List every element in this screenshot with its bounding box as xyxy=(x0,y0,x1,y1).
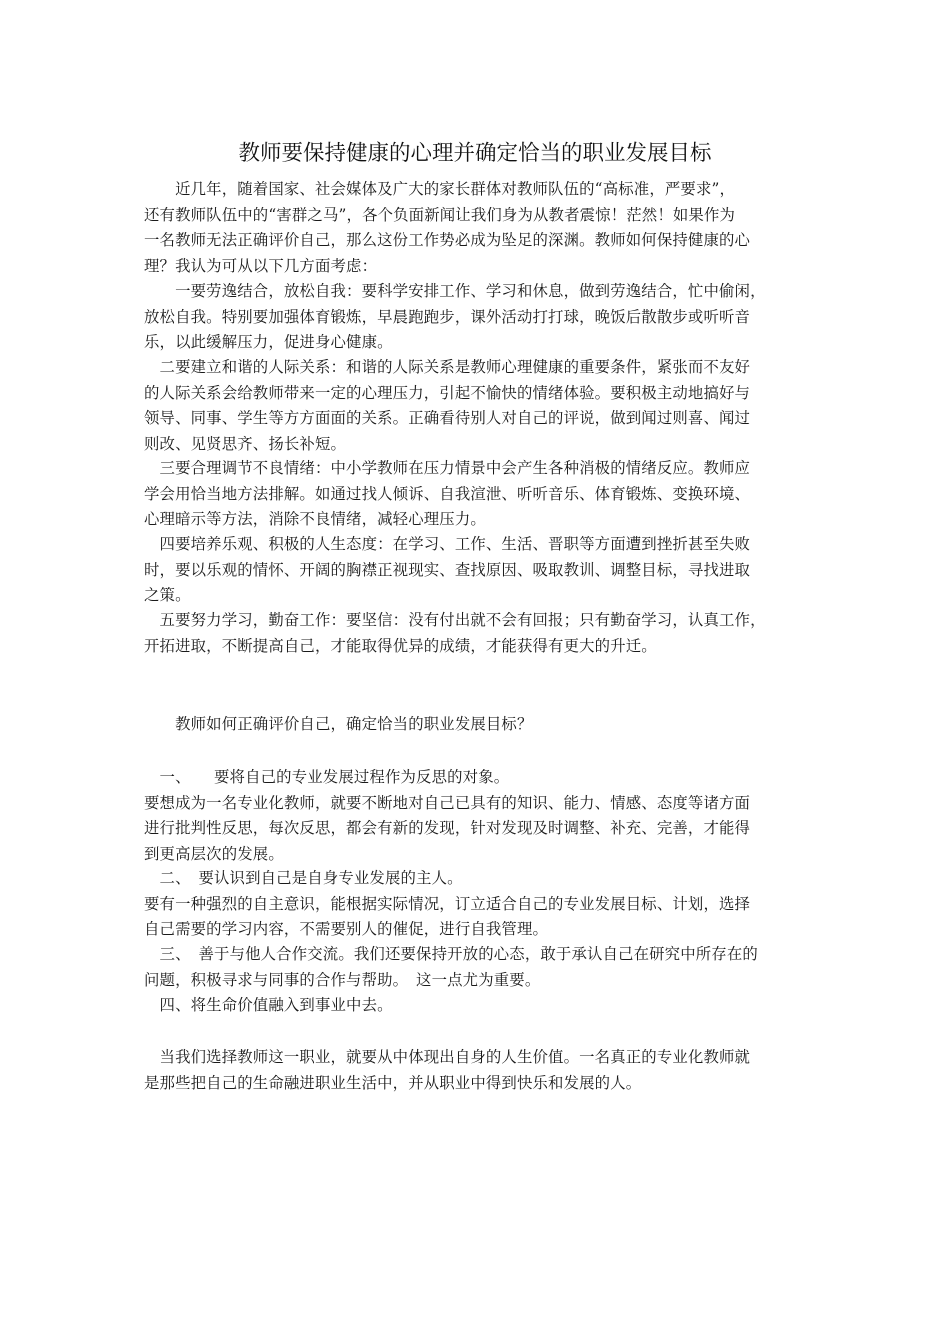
item-one xyxy=(144,765,806,867)
text-line: 教师如何正确评价自己，确定恰当的职业发展目标？ xyxy=(144,715,533,733)
text-line: 五要努力学习，勤奋工作：要坚信：没有付出就不会有回报；只有勤奋学习，认真工作， xyxy=(144,611,766,629)
text-line: 一要劳逸结合，放松自我：要科学安排工作、学习和休息，做到劳逸结合，忙中偷闲， xyxy=(144,282,766,300)
intro-paragraph xyxy=(144,177,806,279)
point-five-paragraph xyxy=(144,608,806,659)
text-line: 进行批判性反思，每次反思，都会有新的发现，针对发现及时调整、补充、完善，才能得 xyxy=(144,819,751,837)
item-two xyxy=(144,866,806,943)
text-line: 到更高层次的发展。 xyxy=(144,844,284,863)
point-four-paragraph xyxy=(144,532,806,609)
document-title: 教师要保持健康的心理并确定恰当的职业发展目标 xyxy=(238,141,712,166)
text-line: 还有教师队伍中的“害群之马”，各个负面新闻让我们身为从教者震惊！茫然！如果作为 xyxy=(144,205,736,224)
text-line: 乐，以此缓解压力，促进身心健康。 xyxy=(144,333,393,351)
text-line: 是那些把自己的生命融进职业生活中，并从职业中得到快乐和发展的人。 xyxy=(144,1073,642,1092)
text-line: 心理暗示等方法，消除不良情绪，减轻心理压力。 xyxy=(144,510,486,528)
text-line: 二要建立和谐的人际关系：和谐的人际关系是教师心理健康的重要条件，紧张而不友好 xyxy=(144,358,751,376)
item-one-heading: 一、 要将自己的专业发展过程作为反思的对象。 xyxy=(144,768,510,786)
text-line: 近几年，随着国家、社会媒体及广大的家长群体对教师队伍的“高标准，严要求”， xyxy=(144,180,736,198)
text-line: 放松自我。特别要加强体育锻炼，早晨跑跑步，课外活动打打球，晚饭后散散步或听听音 xyxy=(144,307,751,326)
text-line: 自己需要的学习内容，不需要别人的催促，进行自我管理。 xyxy=(144,920,549,938)
item-two-heading: 二、 要认识到自己是自身专业发展的主人。 xyxy=(144,869,463,887)
text-line: 要有一种强烈的自主意识，能根据实际情况，订立适合自己的专业发展目标、计划，选择 xyxy=(144,894,751,913)
section-two-question xyxy=(144,712,806,738)
text-line: 时，要以乐观的情怀、开阔的胸襟正视现实、查找原因、吸取教训、调整目标，寻找进取 xyxy=(144,560,751,579)
text-line: 开拓进取，不断提高自己，才能取得优异的成绩，才能获得有更大的升迁。 xyxy=(144,636,657,655)
item-three xyxy=(144,942,806,993)
text-line: 四要培养乐观、积极的人生态度：在学习、工作、生活、晋职等方面遭到挫折甚至失败 xyxy=(144,535,751,553)
point-one-paragraph xyxy=(144,279,806,356)
text-line: 学会用恰当地方法排解。如通过找人倾诉、自我渲泄、听听音乐、体育锻炼、变换环境、 xyxy=(144,484,751,503)
conclusion-paragraph xyxy=(144,1045,806,1096)
text-line: 之策。 xyxy=(144,586,191,604)
text-line: 当我们选择教师这一职业，就要从中体现出自身的人生价值。一名真正的专业化教师就 xyxy=(144,1048,751,1066)
point-three-paragraph xyxy=(144,456,806,533)
text-line: 领导、同事、学生等方方面面的关系。正确看待别人对自己的评说，做到闻过则喜、闻过 xyxy=(144,409,751,427)
text-line: 要想成为一名专业化教师，就要不断地对自己已具有的知识、能力、情感、态度等诸方面 xyxy=(144,793,751,812)
item-four xyxy=(144,993,806,1019)
text-line: 则改、见贤思齐、扬长补短。 xyxy=(144,434,347,453)
item-four-heading: 四、将生命价值融入到事业中去。 xyxy=(144,996,393,1014)
text-line: 理？我认为可从以下几方面考虑： xyxy=(144,256,378,275)
point-two-paragraph xyxy=(144,355,806,457)
text-line: 三要合理调节不良情绪：中小学教师在压力情景中会产生各种消极的情绪反应。教师应 xyxy=(144,459,751,477)
text-line: 的人际关系会给教师带来一定的心理压力，引起不愉快的情绪体验。要积极主动地搞好与 xyxy=(144,383,751,402)
text-line: 问题，积极寻求与同事的合作与帮助。 这一点尤为重要。 xyxy=(144,970,541,989)
text-line: 一名教师无法正确评价自己，那么这份工作势必成为坠足的深渊。教师如何保持健康的心 xyxy=(144,231,751,249)
text-line: 三、 善于与他人合作交流。我们还要保持开放的心态，敢于承认自己在研究中所存在的 xyxy=(144,945,758,963)
